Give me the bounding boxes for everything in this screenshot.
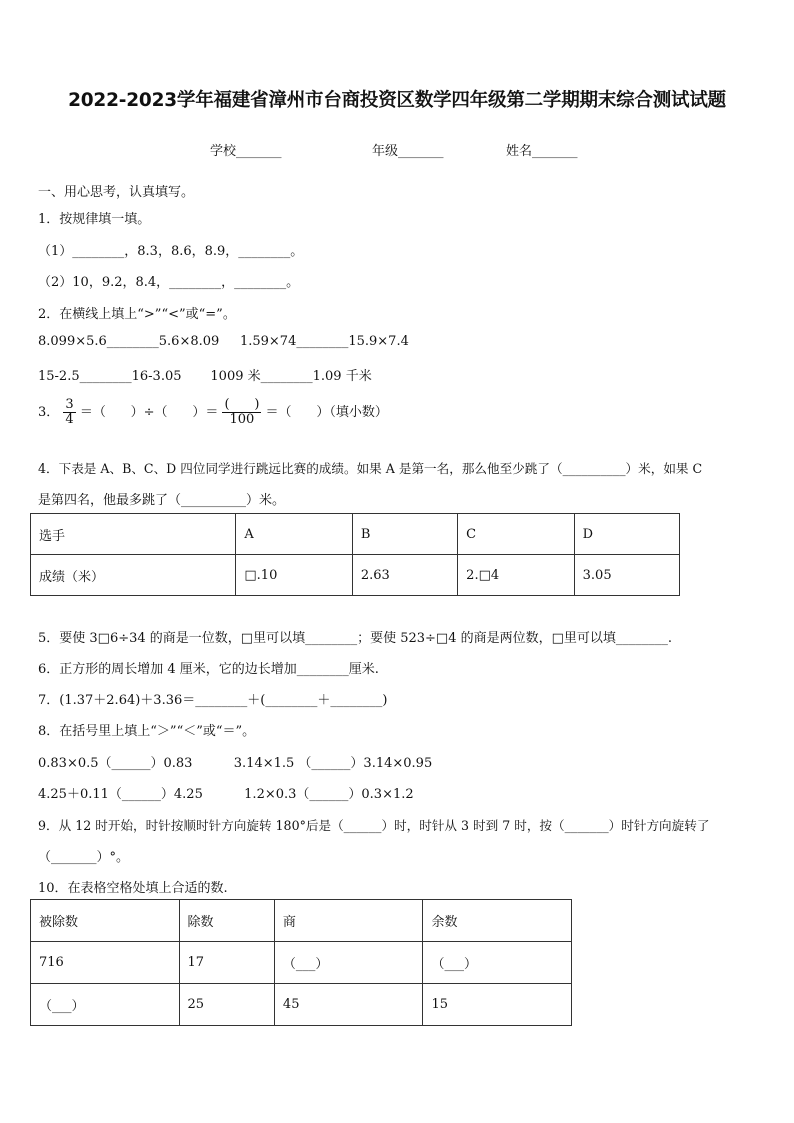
table-row xyxy=(31,984,572,1026)
table-cell: 商 xyxy=(274,900,423,942)
q3-line xyxy=(38,398,388,427)
q4-line2: 是第四名，他最多跳了（__________）米。 xyxy=(38,493,286,508)
q2-stem: 2．在横线上填上“>”“<”或“=”。 xyxy=(38,307,236,322)
table-row xyxy=(31,514,680,555)
table-cell: 余数 xyxy=(423,900,572,942)
table-cell: 2.□4 xyxy=(458,555,574,596)
table-cell: 除数 xyxy=(179,900,274,942)
page-title: 2022-2023学年福建省漳州市台商投资区数学四年级第二学期期末综合测试试题 xyxy=(68,90,726,111)
table-cell: 45 xyxy=(274,984,423,1026)
q1-part-a: （1）________，8.3，8.6，8.9，________。 xyxy=(38,244,304,259)
q8-row1: 0.83×0.5（______）0.83 3.14×1.5 （______）3.14×0.95 xyxy=(38,756,433,771)
table-cell: 成绩（米） xyxy=(31,555,236,596)
q10-table xyxy=(30,899,572,1026)
q3-frac2-den: 100 xyxy=(229,412,255,427)
table-cell: B xyxy=(352,514,457,555)
q7: 7．(1.37＋2.64)＋3.36＝________＋(________＋________) xyxy=(38,693,388,708)
q3-suffix: ＝（ ）（填小数） xyxy=(265,405,388,420)
q3-frac2-num: ( ) xyxy=(224,397,260,412)
section-heading: 一、用心思考，认真填写。 xyxy=(38,185,195,200)
table-cell: 选手 xyxy=(31,514,236,555)
table-row xyxy=(31,900,572,942)
q2-row2: 15-2.5________16-3.05 1009 米________1.09 千米 xyxy=(38,369,372,384)
q2-row1: 8.099×5.6________5.6×8.09 1.59×74________15.9×7.4 xyxy=(38,334,409,349)
table-cell: （___） xyxy=(274,942,423,984)
grade-field: 年级_______ xyxy=(372,144,444,159)
table-cell: D xyxy=(574,514,679,555)
q4-table xyxy=(30,513,680,596)
q4-line1: 4．下表是 A、B、C、D 四位同学进行跳远比赛的成绩。如果 A 是第一名，那么他至少跳了（__________）米，如果 C xyxy=(38,461,703,476)
table-cell: 17 xyxy=(179,942,274,984)
table-row xyxy=(31,942,572,984)
table-cell: 25 xyxy=(179,984,274,1026)
q10-stem: 10．在表格空格处填上合适的数. xyxy=(38,881,228,896)
q9-line2: （_______）°。 xyxy=(38,850,130,865)
school-field: 学校_______ xyxy=(210,144,282,159)
q3-fraction-2 xyxy=(222,398,261,427)
table-row xyxy=(31,555,680,596)
q3-frac-den: 4 xyxy=(65,412,74,427)
table-cell: （___） xyxy=(31,984,180,1026)
q3-frac-num: 3 xyxy=(65,397,74,412)
table-cell: 15 xyxy=(423,984,572,1026)
q1-part-b: （2）10，9.2，8.4，________，________。 xyxy=(38,275,300,290)
table-cell: 2.63 xyxy=(352,555,457,596)
q3-fraction xyxy=(63,398,75,427)
q8-stem: 8．在括号里上填上“＞”“＜”或“＝”。 xyxy=(38,724,256,739)
q1-stem: 1．按规律填一填。 xyxy=(38,212,151,227)
table-cell: □.10 xyxy=(236,555,352,596)
q3-number: 3． xyxy=(38,405,60,420)
table-cell: 716 xyxy=(31,942,180,984)
q9-line1: 9．从 12 时开始，时针按顺时针方向旋转 180°后是（______）时，时针从 3 时到 7 时，按（_______）时针方向旋转了 xyxy=(38,818,710,833)
q5: 5．要使 3□6÷34 的商是一位数，□里可以填________；要使 523÷□4 的商是两位数，□里可以填________. xyxy=(38,631,673,646)
table-cell: （___） xyxy=(423,942,572,984)
name-field: 姓名_______ xyxy=(506,144,578,159)
table-cell: A xyxy=(236,514,352,555)
table-cell: 被除数 xyxy=(31,900,180,942)
table-cell: C xyxy=(458,514,574,555)
q3-middle: ＝（ ）÷（ ）＝ xyxy=(79,405,219,420)
q8-row2: 4.25＋0.11（______）4.25 1.2×0.3（______）0.3×1.2 xyxy=(38,787,414,802)
table-cell: 3.05 xyxy=(574,555,679,596)
q6: 6．正方形的周长增加 4 厘米，它的边长增加________厘米. xyxy=(38,662,379,677)
